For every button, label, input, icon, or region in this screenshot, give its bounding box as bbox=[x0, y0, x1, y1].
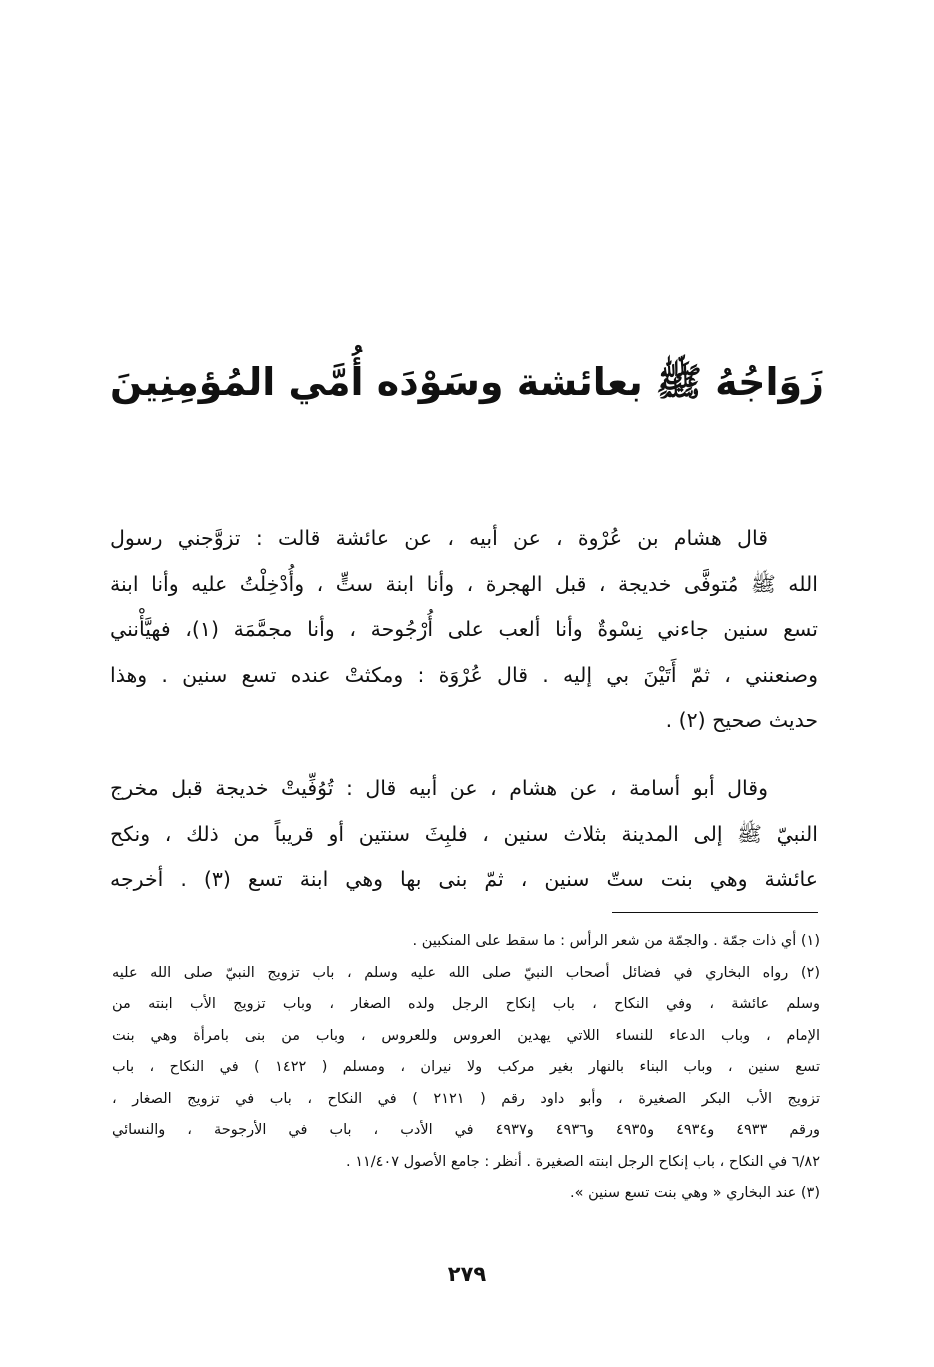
footnote-line: (٣) عند البخاري « وهي بنت تسع سنين ». bbox=[570, 1185, 820, 1201]
footnote-line: الإمام ، وباب الدعاء للنساء اللاتي يهدين العروس وللعروس ، وباب من بنى بامرأة وهي بنت bbox=[112, 1027, 820, 1044]
footnote-line: ورقم ٤٩٣٣ و٤٩٣٤ و٤٩٣٥ و٤٩٣٦ و٤٩٣٧ في الأدب ، باب في الأرجوحة ، والنسائي bbox=[112, 1122, 820, 1138]
text-line: قال هشام بن عُرْوة ، عن أبيه ، عن عائشة قالت : تزوَّجني رسول bbox=[110, 526, 768, 550]
chapter-title: زَوَاجُهُ ﷺ بعائشة وسَوْدَه أُمَّي المُؤمِنِينَ bbox=[109, 360, 825, 404]
footnote-line: (٢) رواه البخاري في فضائل أصحاب النبيّ صلى الله عليه وسلم ، باب تزويج النبيّ صلى الله عليه bbox=[112, 964, 820, 981]
text-line: وقال أبو أسامة ، عن هشام ، عن أبيه قال : تُوُفِّيتْ خديجة قبل مخرج bbox=[110, 776, 768, 800]
main-paragraph-1 bbox=[110, 516, 818, 744]
page-number: ٢٧٩ bbox=[447, 1262, 487, 1286]
footnote-2 bbox=[112, 958, 820, 1179]
footnote-line: تسع سنين ، وباب البناء بالنهار بغير مركب ولا نيران ، ومسلم ( ١٤٢٢ ) في النكاح ، باب bbox=[112, 1059, 820, 1075]
footnotes bbox=[112, 926, 820, 1210]
footnote-line: تزويج الأب البكر الصغيرة ، وأبو داود رقم ( ٢١٢١ ) في النكاح ، باب في تزويج الصغار ، bbox=[112, 1090, 820, 1107]
text-line: الله ﷺ مُتوفَّى خديجة ، قبل الهجرة ، وأنا ابنة ستٍّ ، وأُدْخِلْتُ عليه وأنا ابنة bbox=[110, 571, 818, 596]
footnote-1 bbox=[112, 926, 820, 958]
footnote-line: ٦/٨٢ في النكاح ، باب إنكاح الرجل ابنته الصغيرة . أنظر : جامع الأصول ١١/٤٠٧ . bbox=[345, 1153, 820, 1170]
footnote-line: (١) أي ذات جمّة . والجمّة من شعر الرأس : ما سقط على المنكبين . bbox=[412, 933, 820, 949]
footnote-line: وسلم عائشة ، وفي النكاح ، باب إنكاح الرجل ولده الصغار ، وباب تزويج الأب ابنته من bbox=[112, 996, 820, 1012]
main-paragraph-2 bbox=[110, 766, 818, 903]
text-line: عائشة وهي بنت ستّ سنين ، ثمّ بنى بها وهي ابنة تسع (٣) . أخرجه bbox=[110, 867, 818, 891]
footnote-3 bbox=[112, 1178, 820, 1210]
text-line: النبيّ ﷺ إلى المدينة بثلاث سنين ، فلبِثَ سنتين أو قريباً من ذلك ، ونكح bbox=[110, 821, 818, 846]
text-line: حديث صحيح (٢) . bbox=[665, 708, 818, 732]
text-line: تسع سنين جاءني نِسْوةٌ وأنا ألعب على أُرْجُوحة ، وأنا مجمَّمَة (١)، فهيَّأْنني bbox=[110, 617, 818, 641]
footnote-divider bbox=[612, 912, 818, 913]
text-line: وصنعنني ، ثمّ أَتَيْنَ بي إليه . قال عُرْوَة : ومكثتْ عنده تسع سنين . وهذا bbox=[110, 662, 818, 687]
